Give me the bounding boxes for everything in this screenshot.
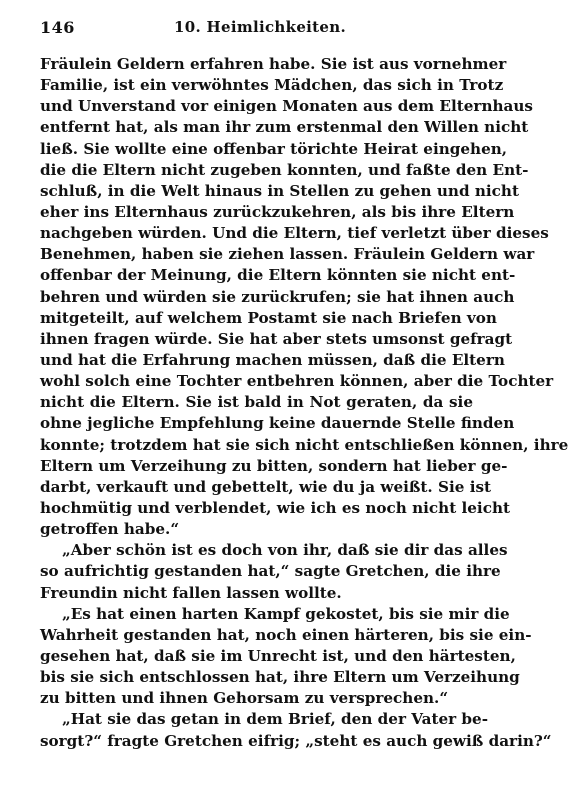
text-line: mitgeteilt, auf welchem Postamt sie nach Briefen von: [40, 308, 497, 327]
text-line: offenbar der Meinung, die Eltern könnten sie nicht ent-: [40, 266, 516, 285]
paragraph-first-line: „Aber schön ist es doch von ihr, daß sie dir das alles: [62, 541, 508, 560]
text-line: Familie, ist ein verwöhntes Mädchen, das sich in Trotz: [40, 76, 504, 95]
text-line: Fräulein Geldern erfahren habe. Sie ist aus vornehmer: [40, 55, 507, 73]
chapter-title: 10. Heimlichkeiten.: [174, 18, 346, 36]
running-head: [40, 18, 480, 40]
text-line: wohl solch eine Tochter entbehren können, aber die Tochter: [40, 372, 554, 391]
text-line: sorgt?“ fragte Gretchen eifrig; „steht es auch gewiß darin?“: [40, 731, 552, 750]
body-text: [40, 54, 568, 752]
text-line: eher ins Elternhaus zurückzukehren, als bis ihre Eltern: [40, 202, 515, 221]
paragraph-end-line: zu bitten und ihnen Gehorsam zu versprechen.“: [40, 689, 449, 708]
text-line: nachgeben würden. Und die Eltern, tief verletzt über dieses: [40, 224, 549, 243]
text-line: ihnen fragen würde. Sie hat aber stets umsonst gefragt: [40, 329, 513, 348]
paragraph-first-line: „Hat sie das getan in dem Brief, den der Vater be-: [62, 710, 489, 729]
text-line: darbt, verkauft und gebettelt, wie du ja weißt. Sie ist: [40, 477, 492, 496]
text-line: schluß, in die Welt hinaus in Stellen zu gehen und nicht: [40, 181, 519, 200]
text-line: bis sie sich entschlossen hat, ihre Eltern um Verzeihung: [40, 668, 520, 687]
text-line: gesehen hat, daß sie im Unrecht ist, und den härtesten,: [40, 646, 516, 665]
text-line: und hat die Erfahrung machen müssen, daß die Eltern: [40, 350, 505, 369]
text-line: konnte; trotzdem hat sie sich nicht entschließen können, ihre: [40, 435, 568, 454]
text-line: entfernt hat, als man ihr zum erstenmal den Willen nicht: [40, 118, 529, 137]
text-line: Eltern um Verzeihung zu bitten, sondern hat lieber ge-: [40, 456, 508, 475]
text-line: hochmütig und verblendet, wie ich es noch nicht leicht: [40, 498, 511, 517]
text-line: behren und würden sie zurückrufen; sie hat ihnen auch: [40, 287, 515, 306]
text-line: und Unverstand vor einigen Monaten aus dem Elternhaus: [40, 97, 533, 116]
paragraph-end-line: Freundin nicht fallen lassen wollte.: [40, 583, 342, 602]
text-line: die die Eltern nicht zugeben konnten, und faßte den Ent-: [40, 160, 529, 179]
text-line: ohne jegliche Empfehlung keine dauernde Stelle finden: [40, 414, 515, 433]
page-number: 146: [40, 18, 75, 37]
paragraph-end-line: getroffen habe.“: [40, 520, 180, 539]
text-line: ließ. Sie wollte eine offenbar törichte Heirat eingehen,: [40, 139, 508, 158]
text-line: nicht die Eltern. Sie ist bald in Not geraten, da sie: [40, 393, 473, 412]
text-line: so aufrichtig gestanden hat,“ sagte Gretchen, die ihre: [40, 562, 501, 581]
text-line: Benehmen, haben sie ziehen lassen. Fräulein Geldern war: [40, 245, 535, 264]
paragraph-first-line: „Es hat einen harten Kampf gekostet, bis sie mir die: [62, 604, 510, 623]
text-line: Wahrheit gestanden hat, noch einen härteren, bis sie ein-: [40, 625, 532, 644]
